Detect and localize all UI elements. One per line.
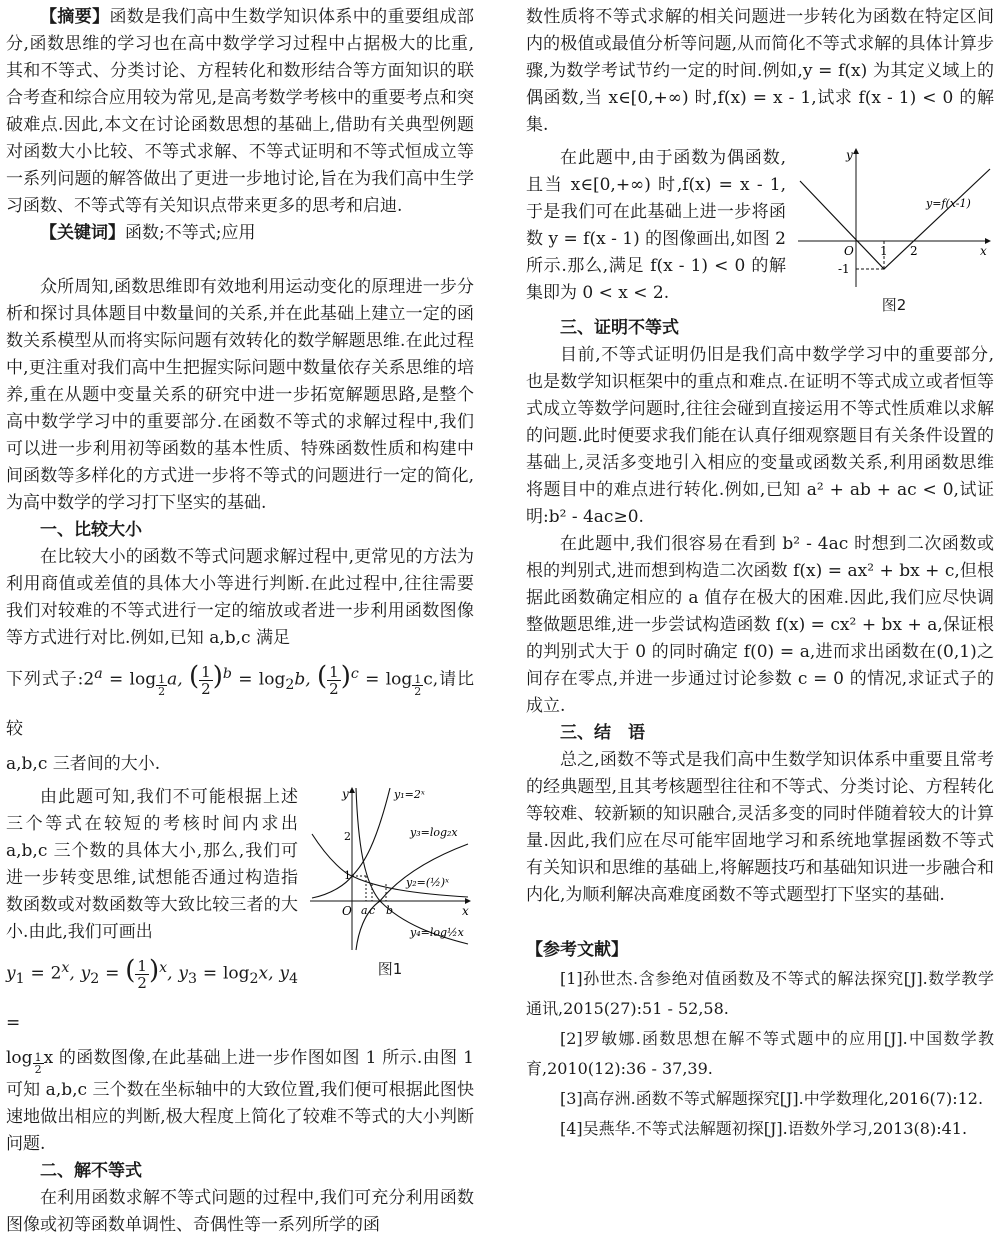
figure-2 xyxy=(794,145,994,315)
svg-text:2: 2 xyxy=(910,244,918,258)
right-column xyxy=(526,4,994,1144)
svg-text:y₂=(½)ˣ: y₂=(½)ˣ xyxy=(406,876,449,890)
keywords-label: 【关键词】 xyxy=(40,223,125,243)
svg-text:x: x xyxy=(980,244,987,258)
s3-paragraph-1: 目前,不等式证明仍旧是我们高中数学学习中的重要部分,也是数学知识框架中的重点和难点.在证明不等式成立或者恒等式成立等数学问题时,往往会碰到直接运用不等式性质难以求解的问题.此时便要求我们能在认真仔细观察题目有关条件设置的基础上,灵活多变地引入相应的变量或函数关系,利用函数思维将题目中的难点进行转化.例如,已知 a² + ab + ac < 0,试证明:b² - 4ac≥0. xyxy=(526,345,994,527)
s1-paragraph-3: log $_{\frac{1}{2}}$ x 的函数图像,在此基础上进一步作图如图 1 所示.由图 1 可知 a,b,c 三个数在坐标轴中的大致位置,我们便可根据此图快速地做出相应的判断,极大程度上简化了较难不等式的大小判断问题. xyxy=(6,1048,474,1155)
figure-1-caption: 图1 xyxy=(377,960,403,979)
svg-text:O: O xyxy=(844,244,854,258)
reference-item: [3]高存洲.函数不等式解题探究[J].中学数理化,2016(7):12. xyxy=(560,1089,984,1108)
svg-text:1: 1 xyxy=(344,869,351,883)
svg-text:y: y xyxy=(846,148,853,162)
svg-text:y₃=log₂x: y₃=log₂x xyxy=(410,826,458,840)
keywords-text: 函数;不等式;应用 xyxy=(125,223,256,243)
s1-paragraph-1: 在比较大小的函数不等式问题求解过程中,更常见的方法为利用商值或差值的具体大小等进行判断.在此过程中,往往需要我们对较难的不等式进行一定的缩放或者进一步利用函数图像等方式进行对比.例如,已知 a,b,c 满足 xyxy=(6,547,474,648)
references-list xyxy=(526,964,994,1144)
svg-text:x: x xyxy=(462,904,469,919)
figure-1 xyxy=(306,784,474,979)
abstract-label: 【摘要】 xyxy=(40,7,110,27)
svg-text:y: y xyxy=(342,787,349,802)
keywords xyxy=(6,220,474,247)
section-3-heading: 三、证明不等式 xyxy=(560,318,679,338)
svg-text:-1: -1 xyxy=(838,262,850,276)
curve-y1 xyxy=(312,788,390,898)
svg-text:y=f(x-1): y=f(x-1) xyxy=(926,197,971,210)
svg-text:1: 1 xyxy=(880,244,888,258)
svg-text:c: c xyxy=(369,904,376,918)
reference-item: [4]吴燕华.不等式法解题初探[J].语数外学习,2013(8):41. xyxy=(560,1119,968,1138)
svg-text:y₁=2ˣ: y₁=2ˣ xyxy=(394,788,425,802)
section-1-heading: 一、比较大小 xyxy=(40,520,142,540)
intro-paragraph: 众所周知,函数思维即有效地利用运动变化的原理进一步分析和探讨具体题目中数量间的关系,并在此基础上建立一定的函数关系模型从而将实际问题有效转化的数学解题思维.在此过程中,更注重对我们高中生把握实际问题中数量依存关系思维的培养,重在从题中变量关系的研究中进一步拓宽解题思路,是整个高中数学学习中的重要部分.在函数不等式的求解过程中,我们可以进一步利用初等函数的基本性质、特殊函数性质和构建中间函数等多样化的方式进一步将不等式的问题进行一定的简化,为高中数学的学习打下坚实的基础. xyxy=(6,277,474,513)
abstract xyxy=(6,4,474,220)
s3-paragraph-2: 在此题中,我们很容易在看到 b² - 4ac 时想到二次函数或根的判别式,进而想到构造二次函数 f(x) = ax² + bx + c,但根据此函数确定相应的 a 值存在极大的困难.因此,我们应尽快调整做题思维,进一步尝试构造函数 f(x) = cx² + bx + a,保证根的判别式大于 0 的同时确定 f(0) = a,进而求出函数在(0,1)之间存在零点,并进一步通过讨论参数 c = 0 的情况,求证式子的成立. xyxy=(526,534,994,716)
s1-equations: 下列式子$:2^a = \log$ $_{\frac{1}{2}}$ a, ( $\frac{1}{2}$ )$^b = \log_2b$, ( $\frac{1}{2}$ )$^c$ = log $_{\frac{1}{2}}$ c,请比较 xyxy=(6,661,475,740)
section-2-heading: 二、解不等式 xyxy=(40,1161,142,1182)
s2-paragraph-2: 在此题中,由于函数为偶函数,且当 x∈[0,+∞) 时,f(x) = x - 1,于是我们可在此基础上进一步将函数 y = f(x - 1) 的图像画出,如图 2 所示.那么,满足 f(x - 1) < 0 的解集即为 0 < x < 2. xyxy=(526,148,786,303)
section-4-heading: 三、结 语 xyxy=(560,723,645,743)
svg-text:b: b xyxy=(386,904,394,918)
curve-f xyxy=(800,169,990,269)
s2-paragraph-1: 在利用函数求解不等式问题的过程中,我们可充分利用函数图像或初等函数单调性、奇偶性等一系列所学的函 xyxy=(6,1188,474,1236)
references-label: 【参考文献】 xyxy=(526,940,628,960)
s4-paragraph-1: 总之,函数不等式是我们高中生数学知识体系中重要且常考的经典题型,且其考核题型往往和不等式、分类讨论、方程转化等较难、较新颖的知识融合,灵活多变的同时伴随着较大的计算量.因此,我们应在尽可能牢固地学习和系统地掌握函数不等式有关知识和思维的基础上,将解题技巧和基础知识进一步融合和内化,为顺利解决高难度函数不等式题型打下坚实的基础. xyxy=(526,750,994,905)
reference-item: [1]孙世杰.含参绝对值函数及不等式的解法探究[J].数学教学通讯,2015(27):51 - 52,58. xyxy=(526,969,994,1018)
figure-2-caption: 图2 xyxy=(881,296,907,314)
s1-functions-line: $y_1 = 2^x$, $y_2$ = ( $\frac{1}{2}$ )$^x$, $y_3 = \log_2x$, $y_4$ = xyxy=(6,955,299,1034)
abstract-text: 函数是我们高中生数学知识体系中的重要组成部分,函数思维的学习也在高中数学学习过程中占据极大的比重,其和不等式、分类讨论、方程转化和数形结合等方面知识的联合考查和综合应用较为常见,是高考数学考核中的重要考点和突破难点.因此,本文在讨论函数思想的基础上,借助有关典型例题对函数大小比较、不等式求解、不等式证明和不等式恒成立等一系列问题的解答做出了更进一步地讨论,旨在为我们高中生学习函数、不等式等有关知识点带来更多的思考和启迪. xyxy=(6,7,474,216)
svg-text:y₄=log½x: y₄=log½x xyxy=(410,926,464,940)
reference-item: [2]罗敏娜.函数思想在解不等式题中的应用[J].中国数学教育,2010(12):36 - 37,39. xyxy=(526,1029,994,1078)
s2-paragraph-1-cont: 数性质将不等式求解的相关问题进一步转化为函数在特定区间内的极值或最值分析等问题,从而简化不等式求解的具体计算步骤,为数学考试节约一定的时间.例如,y = f(x) 为其定义域上的偶函数,当 x∈[0,+∞) 时,f(x) = x - 1,试求 f(x - 1) < 0 的解集. xyxy=(526,7,994,135)
s1-paragraph-2: 由此题可知,我们不可能根据上述三个等式在较短的考核时间内求出 a,b,c 三个数的具体大小,那么,我们可进一步转变思维,试想能否通过构造指数函数或对数函数等大致比较三者的大小.由此,我们可画出 xyxy=(6,787,298,943)
figure-1-graph xyxy=(306,784,474,954)
svg-text:2: 2 xyxy=(344,830,351,844)
s1-paragraph-1c: a,b,c 三者间的大小. xyxy=(6,754,161,775)
svg-text:O: O xyxy=(342,904,352,919)
svg-text:a: a xyxy=(361,904,368,918)
figure-2-graph xyxy=(794,145,994,290)
left-column xyxy=(6,4,474,1239)
